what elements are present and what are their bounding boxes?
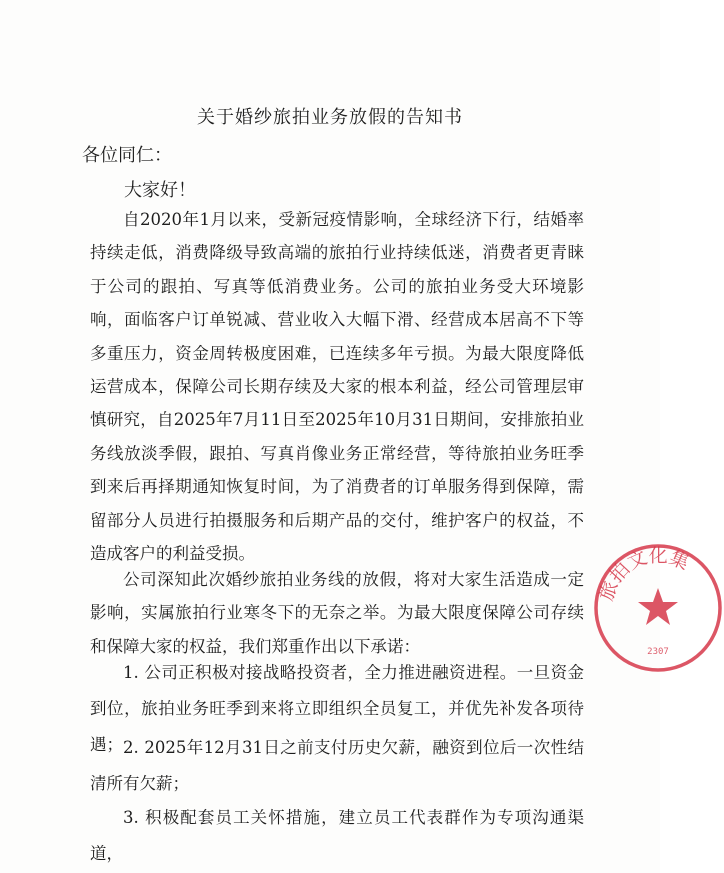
commitment-item-3: 3. 积极配套员工关怀措施，建立员工代表群作为专项沟通渠道， — [90, 808, 584, 863]
seal-text-path: 旅拍文化集 — [595, 544, 693, 604]
commitment-item-2: 2. 2025年12月31日之前支付历史欠薪，融资到位后一次性结清所有欠薪； — [90, 738, 584, 793]
body-paragraph-2: 公司深知此次婚纱旅拍业务线的放假，将对大家生活造成一定影响，实属旅拍行业寒冬下的无奈之举。为最大限度保障公司存续和保障大家的权益，我们郑重作出以下承诺： — [90, 570, 584, 656]
document-title: 关于婚纱旅拍业务放假的告知书 — [197, 107, 463, 128]
commitment-item-1: 1. 公司正积极对接战略投资者，全力推进融资进程。一旦资金到位，旅拍业务旺季到来将立即组织全员复工，并优先补发各项待遇； — [90, 663, 584, 754]
greeting: 大家好！ — [124, 180, 196, 201]
seal-number: 2307 — [647, 647, 669, 657]
salutation: 各位同仁： — [82, 145, 172, 166]
body-paragraph-1: 自2020年1月以来，受新冠疫情影响，全球经济下行，结婚率持续走低，消费降级导致高端的旅拍行业持续低迷，消费者更青睐于公司的跟拍、写真等低消费业务。公司的旅拍业务受大环境影响，面临客户订单锐减、营业收入大幅下滑、经营成本居高不下等多重压力，资金周转极度困难，已连续多年亏损。为最大限度降低运营成本，保障公司长期存续及大家的根本利益，经公司管理层审慎研究，自2025年7月11日至2025年10月31日期间，安排旅拍业务线放淡季假，跟拍、写真肖像业务正常经营，等待旅拍业务旺季到来后再择期通知恢复时间，为了消费者的订单服务得到保障，需留部分人员进行拍摄服务和后期产品的交付，维护客户的权益，不造成客户的利益受损。 — [90, 210, 584, 564]
company-seal — [592, 542, 724, 674]
seal-text — [595, 545, 692, 604]
company-seal-graphic — [592, 542, 724, 674]
seal-star-icon — [638, 588, 678, 625]
